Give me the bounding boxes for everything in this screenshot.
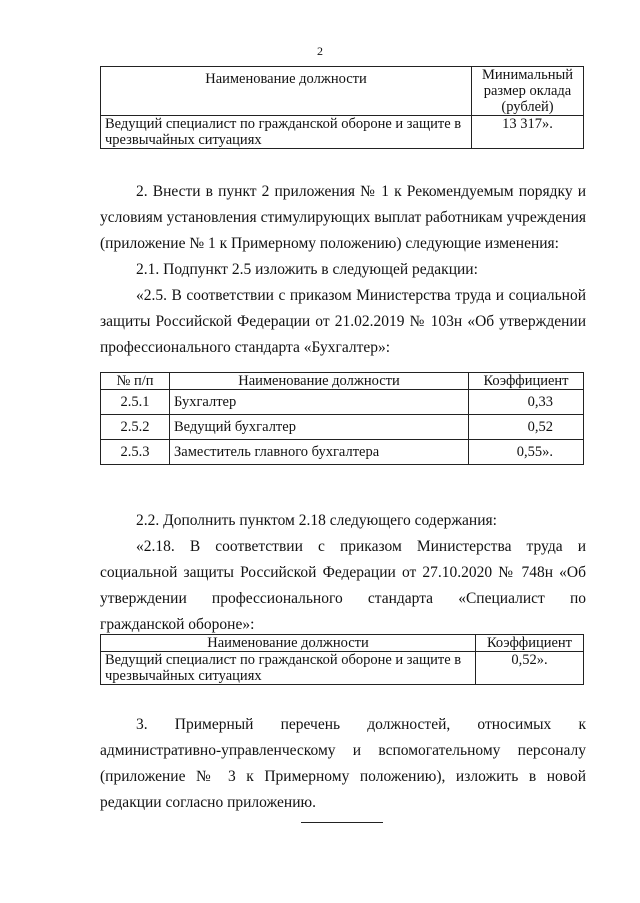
- salary-cell: 13 317».: [472, 116, 584, 149]
- table-header-row: [101, 373, 584, 390]
- row-number-cell: 2.5.1: [101, 390, 170, 415]
- header-coefficient: Коэффициент: [476, 635, 584, 652]
- paragraph-2-1: 2.1. Подпункт 2.5 изложить в следующей редакции:: [136, 261, 478, 278]
- position-name-cell: Бухгалтер: [170, 390, 469, 415]
- position-name-cell: Ведущий специалист по гражданской обороне и защите в чрезвычайных ситуациях: [101, 652, 476, 685]
- coefficient-cell: 0,52: [469, 415, 584, 440]
- table-row: [101, 116, 584, 149]
- table-header-row: [101, 635, 584, 652]
- paragraph-2-18: «2.18. В соответствии с приказом Министерства труда и социальной защиты Российской Федерации от 27.10.2020 № 748н «Об утверждении профессионального стандарта «Специалист по гражданской обороне»:: [100, 538, 586, 633]
- table-row: [101, 415, 584, 440]
- position-name-cell: Ведущий бухгалтер: [170, 415, 469, 440]
- header-min-salary: Минимальный размер оклада (рублей): [472, 67, 584, 116]
- header-position-name: Наименование должности: [101, 67, 472, 116]
- civil-defense-coefficient-table: [100, 634, 584, 685]
- salary-table: [100, 66, 584, 149]
- paragraph-2-5: «2.5. В соответствии с приказом Министерства труда и социальной защиты Российской Федерации от 21.02.2019 № 103н «Об утверждении профессионального стандарта «Бухгалтер»:: [100, 287, 586, 356]
- position-name-cell: Ведущий специалист по гражданской обороне и защите в чрезвычайных ситуациях: [101, 116, 472, 149]
- table-row: [101, 390, 584, 415]
- position-name-cell: Заместитель главного бухгалтера: [170, 440, 469, 465]
- row-number-cell: 2.5.3: [101, 440, 170, 465]
- page-number: 2: [317, 44, 323, 58]
- coefficient-cell: 0,55».: [469, 440, 584, 465]
- coefficient-cell: 0,33: [469, 390, 584, 415]
- paragraph-2-2: 2.2. Дополнить пунктом 2.18 следующего содержания:: [136, 512, 497, 529]
- header-number: № п/п: [101, 373, 170, 390]
- header-position-name: Наименование должности: [101, 635, 476, 652]
- paragraph-3: 3. Примерный перечень должностей, относимых к административно-управленческому и вспомогательному персоналу (приложение № 3 к Примерному положению), изложить в новой редакции согласно приложению.: [100, 716, 586, 811]
- header-position-name: Наименование должности: [170, 373, 469, 390]
- paragraph-2: 2. Внести в пункт 2 приложения № 1 к Рекомендуемым порядку и условиям установления стимулирующих выплат работникам учреждения (приложение № 1 к Примерному положению) следующие изменения:: [100, 183, 586, 252]
- end-divider: [301, 822, 383, 823]
- table-header-row: [101, 67, 584, 116]
- coefficient-cell: 0,52».: [476, 652, 584, 685]
- table-row: [101, 652, 584, 685]
- row-number-cell: 2.5.2: [101, 415, 170, 440]
- accountant-coefficient-table: [100, 372, 584, 465]
- header-coefficient: Коэффициент: [469, 373, 584, 390]
- table-row: [101, 440, 584, 465]
